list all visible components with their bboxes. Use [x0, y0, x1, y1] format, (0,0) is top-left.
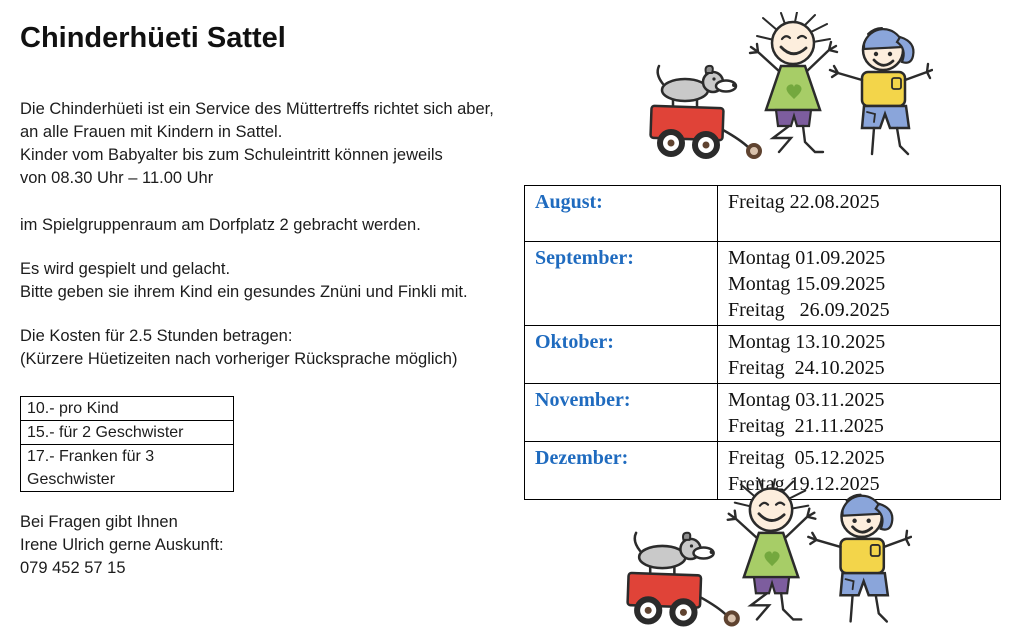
price-row	[21, 421, 234, 445]
month-label-oktober: Oktober:	[535, 331, 614, 353]
price-cell	[21, 397, 234, 421]
date-line: Freitag 19.12.2025	[728, 473, 880, 495]
contact-line: Bei Fragen gibt Ihnen	[20, 513, 178, 531]
schedule-row-november	[525, 384, 1001, 442]
price-cell	[21, 421, 234, 445]
text-line: von 08.30 Uhr – 11.00 Uhr	[20, 169, 214, 187]
kids-clipart-top	[643, 12, 933, 162]
price-table	[20, 396, 234, 492]
costs-paragraph	[20, 325, 457, 371]
contact-block	[20, 511, 224, 580]
text-line: Die Chinderhüeti ist ein Service des Müttertreffs richtet sich aber,	[20, 100, 494, 118]
date-line: Freitag 24.10.2025	[728, 357, 885, 379]
dates-cell	[718, 384, 1001, 442]
month-label-dezember: Dezember:	[535, 447, 629, 469]
price-line: 17.- Franken für 3	[27, 448, 155, 465]
phone-number: 079 452 57 15	[20, 559, 126, 577]
price-row	[21, 445, 234, 492]
schedule-table	[524, 185, 1001, 500]
month-cell	[525, 242, 718, 326]
month-cell	[525, 186, 718, 242]
date-line: Montag 03.11.2025	[728, 389, 885, 411]
text-line: Es wird gespielt und gelacht.	[20, 260, 231, 278]
date-line: Freitag 26.09.2025	[728, 299, 890, 321]
date-line: Montag 13.10.2025	[728, 331, 886, 353]
month-label-november: November:	[535, 389, 631, 411]
month-cell	[525, 326, 718, 384]
dates-cell	[718, 186, 1001, 242]
date-line: Freitag 05.12.2025	[728, 447, 885, 469]
date-line: Freitag 21.11.2025	[728, 415, 884, 437]
schedule-row-oktober	[525, 326, 1001, 384]
month-label-august: August:	[535, 191, 603, 213]
schedule-row-august	[525, 186, 1001, 242]
schedule-row-september	[525, 242, 1001, 326]
text-line: Die Kosten für 2.5 Stunden betragen:	[20, 327, 293, 345]
location-paragraph	[20, 214, 421, 237]
text-line: im Spielgruppenraum am Dorfplatz 2 gebracht werden.	[20, 216, 421, 234]
text-line: (Kürzere Hüetizeiten nach vorheriger Rücksprache möglich)	[20, 350, 458, 368]
dates-cell	[718, 242, 1001, 326]
date-line: Montag 15.09.2025	[728, 273, 886, 295]
activities-paragraph	[20, 258, 468, 304]
text-line: Bitte geben sie ihrem Kind ein gesundes Znüni und Finkli mit.	[20, 283, 468, 301]
date-line: Freitag 22.08.2025	[728, 191, 880, 213]
text-line: Kinder vom Babyalter bis zum Schuleintritt können jeweils	[20, 146, 443, 164]
price-line: Geschwister	[27, 471, 116, 488]
month-cell	[525, 384, 718, 442]
price-cell	[21, 445, 234, 492]
month-label-september: September:	[535, 247, 634, 269]
kids-clipart-bottom	[620, 478, 912, 630]
text-line: an alle Frauen mit Kindern in Sattel.	[20, 123, 283, 141]
date-line: Montag 01.09.2025	[728, 247, 886, 269]
price-line: 15.- für 2 Geschwister	[27, 424, 184, 441]
price-row	[21, 397, 234, 421]
contact-line: Irene Ulrich gerne Auskunft:	[20, 536, 224, 554]
page-title: Chinderhüeti Sattel	[20, 22, 286, 54]
dates-cell	[718, 326, 1001, 384]
intro-paragraph	[20, 98, 494, 190]
price-line: 10.- pro Kind	[27, 400, 119, 417]
